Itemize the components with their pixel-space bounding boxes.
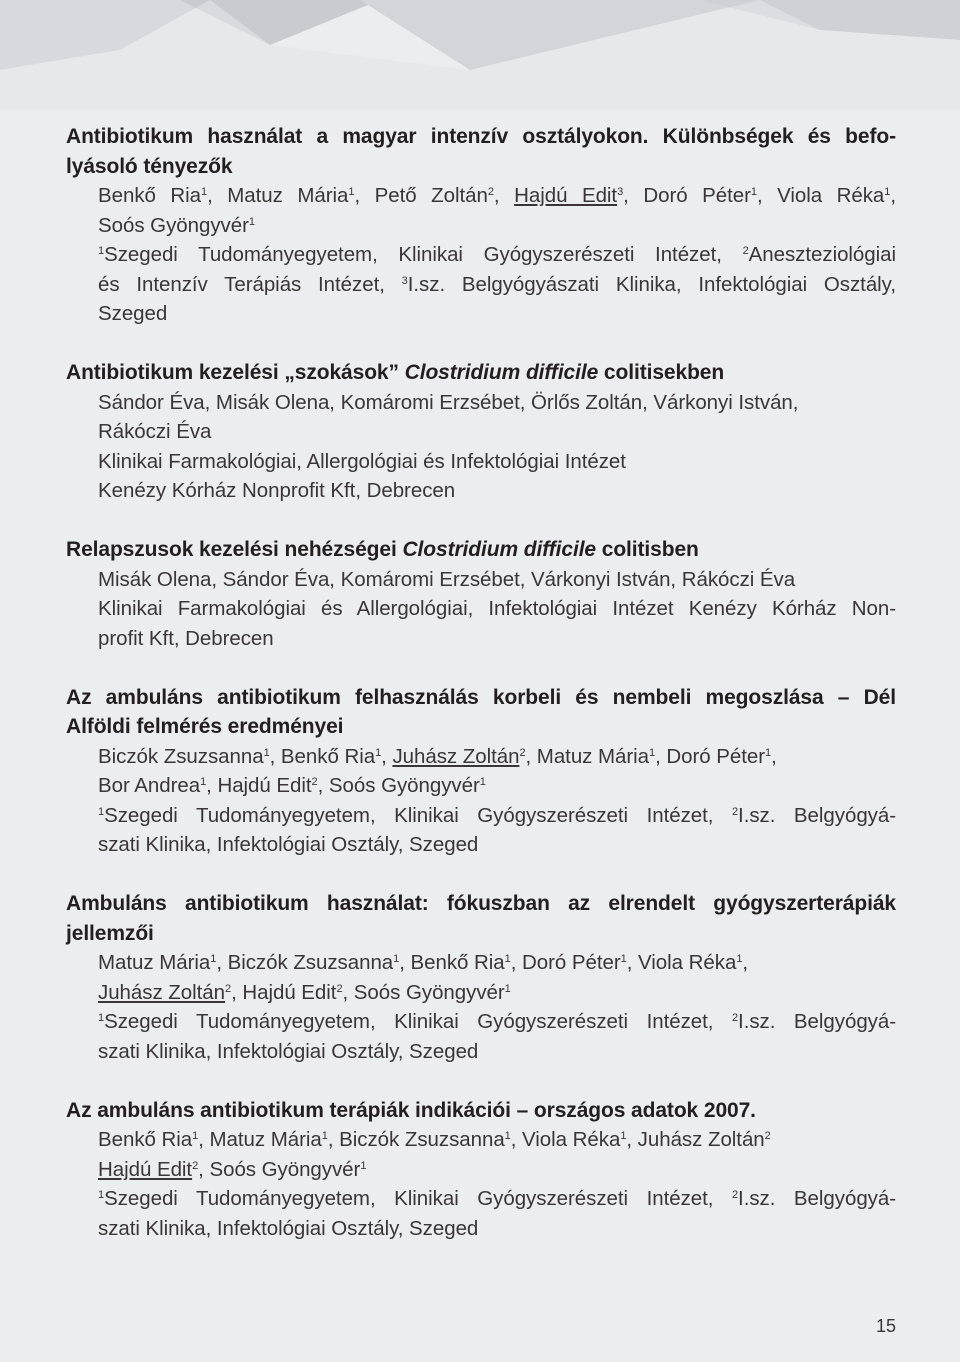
abstract-title: Az ambuláns antibiotikum felhasználás korbeli és nembeli megoszlása – Dél — [66, 685, 896, 709]
abstract-entry — [66, 683, 896, 860]
presenting-author: Juhász Zoltán — [98, 980, 225, 1004]
author-line: Biczók Zsuzsanna$^1$, Benkő Ria$^1$, Juhász Zoltán$^2$, Matuz Mária$^1$, Doró Péter$^1$, — [98, 744, 777, 768]
presenting-author: Juhász Zoltán — [392, 744, 520, 768]
page-number: 15 — [875, 1316, 896, 1336]
abstract-entry — [66, 1096, 896, 1244]
abstract-entry — [66, 122, 896, 329]
presenting-author: Hajdú Edit — [98, 1157, 193, 1181]
abstract-title: Az ambuláns antibiotikum terápiák indikációi – országos adatok 2007. — [66, 1098, 756, 1122]
affiliation-line: Klinikai Farmakológiai, Allergológiai és Infektológiai Intézet — [98, 449, 626, 473]
affiliation-line: $^1$Szegedi Tudományegyetem, Klinikai Gyógyszerészeti Intézet, $^2$Aneszteziológiai — [98, 243, 896, 266]
affiliation-line: Klinikai Farmakológiai és Allergológiai, Infektológiai Intézet Kenézy Kórház Non- — [98, 597, 896, 620]
presenting-author: Hajdú Edit — [514, 184, 618, 207]
abstract-title: jellemzői — [66, 921, 154, 945]
author-line: Benkő Ria$^1$, Matuz Mária$^1$, Biczók Zsuzsanna$^1$, Viola Réka$^1$, Juhász Zoltán$^2$ — [98, 1128, 771, 1151]
author-line: Matuz Mária$^1$, Biczók Zsuzsanna$^1$, Benkő Ria$^1$, Doró Péter$^1$, Viola Réka$^1$, — [98, 951, 749, 974]
affiliation-line: szati Klinika, Infektológiai Osztály, Szeged — [98, 1039, 479, 1063]
header-decoration — [0, 0, 960, 110]
affiliation-line: Szeged — [98, 302, 168, 325]
author-line: Bor Andrea$^1$, Hajdú Edit$^2$, Soós Gyöngyvér$^1$ — [98, 774, 486, 797]
affiliation-line: és Intenzív Terápiás Intézet, $^3$I.sz. Belgyógyászati Klinika, Infektológiai Osztály, — [98, 272, 897, 296]
abstract-list — [66, 122, 896, 1273]
abstract-title: Alföldi felmérés eredményei — [66, 715, 344, 738]
abstract-title: lyásoló tényezők — [66, 154, 233, 178]
abstract-entry — [66, 358, 896, 506]
abstract-title: Relapszusok kezelési nehézségei Clostridium difficile colitisben — [66, 538, 699, 561]
affiliation-line: $^1$Szegedi Tudományegyetem, Klinikai Gyógyszerészeti Intézet, $^2$I.sz. Belgyógyá- — [98, 1187, 896, 1210]
author-line: Misák Olena, Sándor Éva, Komáromi Erzsébet, Várkonyi István, Rákóczi Éva — [98, 567, 796, 591]
affiliation-line: Kenézy Kórház Nonprofit Kft, Debrecen — [98, 479, 456, 502]
abstract-title: Antibiotikum használat a magyar intenzív osztályokon. Különbségek és befo- — [66, 125, 896, 148]
abstract-title: Ambuláns antibiotikum használat: fókuszban az elrendelt gyógyszerterápiák — [66, 892, 896, 915]
abstract-entry — [66, 535, 896, 653]
author-line: Rákóczi Éva — [98, 420, 212, 443]
author-line: Sándor Éva, Misák Olena, Komáromi Erzsébet, Örlős Zoltán, Várkonyi István, — [98, 390, 799, 414]
abstract-title: Antibiotikum kezelési „szokások” Clostridium difficile colitisekben — [66, 361, 725, 384]
author-line: Benkő Ria$^1$, Matuz Mária$^1$, Pető Zoltán$^2$, Hajdú Edit$^3$, Doró Péter$^1$, Viola Réka$^1$, — [98, 184, 896, 207]
author-line: Juhász Zoltán$^2$, Hajdú Edit$^2$, Soós Gyöngyvér$^1$ — [98, 980, 511, 1004]
affiliation-line: szati Klinika, Infektológiai Osztály, Szeged — [98, 1216, 479, 1240]
affiliation-line: $^1$Szegedi Tudományegyetem, Klinikai Gyógyszerészeti Intézet, $^2$I.sz. Belgyógyá- — [98, 803, 896, 827]
abstract-entry — [66, 889, 896, 1066]
affiliation-line: profit Kft, Debrecen — [98, 626, 274, 650]
author-line: Hajdú Edit$^2$, Soós Gyöngyvér$^1$ — [98, 1157, 367, 1181]
author-line: Soós Gyöngyvér$^1$ — [98, 213, 255, 237]
affiliation-line: $^1$Szegedi Tudományegyetem, Klinikai Gyógyszerészeti Intézet, $^2$I.sz. Belgyógyá- — [98, 1010, 896, 1033]
affiliation-line: szati Klinika, Infektológiai Osztály, Szeged — [98, 833, 479, 856]
